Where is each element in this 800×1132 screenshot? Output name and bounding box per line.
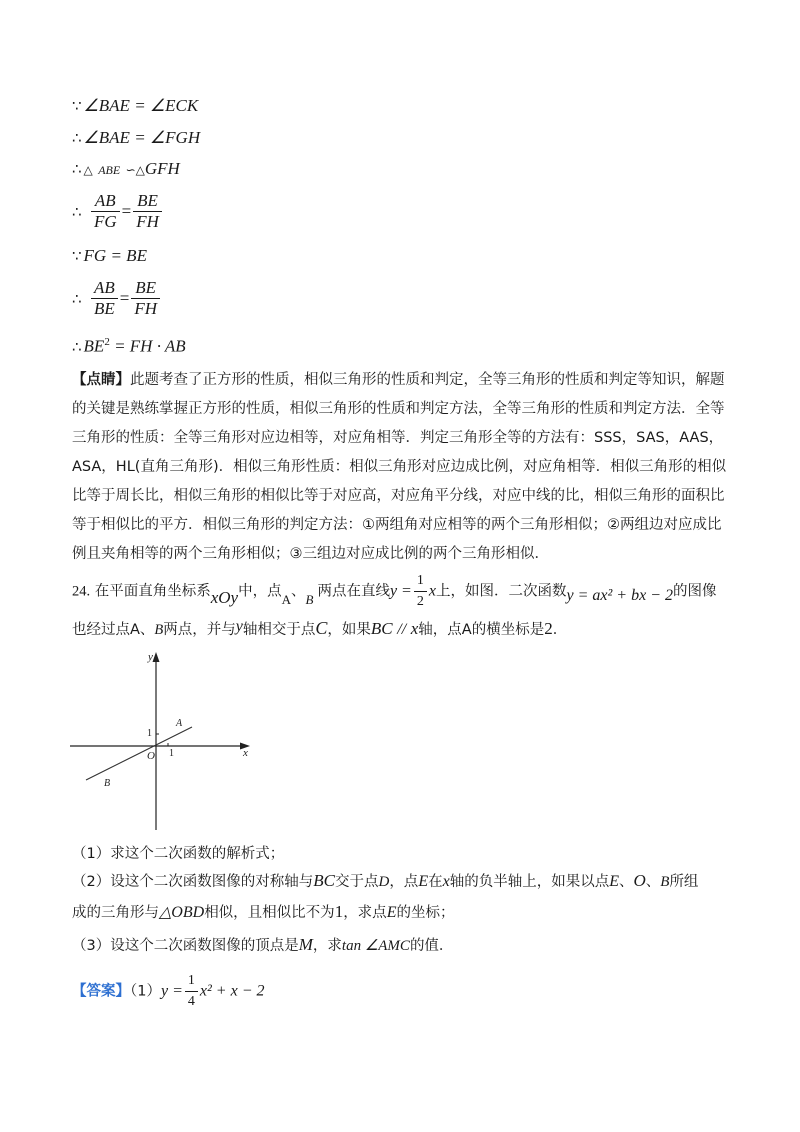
proof-line-2 [72, 128, 200, 148]
fraction-quarter: $\frac{1}{4}$ [185, 972, 198, 1011]
question-number: 24. [72, 583, 91, 600]
text: 的图像 [672, 583, 717, 600]
segment-bc: BC [370, 619, 393, 638]
proof-line-1 [72, 96, 198, 116]
y-one-label: 1 [147, 728, 152, 739]
therefore-symbol: ∴ [72, 289, 82, 308]
value: 1 [334, 902, 344, 921]
answer-tag: 【答案】 [72, 983, 130, 1000]
because-symbol: ∵ [72, 97, 82, 115]
segment-bc: BC [313, 871, 335, 890]
point-a: A [281, 591, 291, 607]
fraction: $\frac{AB}{FG}$ [91, 192, 120, 231]
sub-question-1 [72, 842, 284, 863]
answer-line [72, 972, 264, 1011]
point-b: B [154, 622, 164, 638]
value: 2 [544, 619, 553, 638]
point-a-label: A [176, 718, 183, 729]
y-axis-arrow [153, 652, 160, 662]
text: 轴，点A的横坐标是 [418, 622, 545, 638]
point-b-label: B [104, 778, 111, 789]
equals: = [119, 288, 130, 308]
coordinate-graph [68, 648, 268, 838]
text: ． [552, 622, 568, 638]
exponent: 2 [104, 336, 110, 348]
text: 轴相交于点 [242, 622, 316, 638]
variable: x [428, 582, 436, 600]
variable: x [442, 873, 450, 890]
variable: x [410, 619, 419, 638]
sub-number: （1） [72, 846, 111, 862]
sub-number: （1） [130, 983, 161, 1000]
point-m: M [298, 935, 313, 954]
text: 、 [618, 874, 634, 890]
text: 交于点 [334, 874, 379, 890]
point-b: B [660, 874, 670, 890]
text: 所组 [669, 874, 699, 890]
text: 两点在直线 [317, 583, 390, 600]
text: 两点，并与 [163, 622, 236, 638]
text: 的坐标； [396, 905, 455, 921]
text: 上，如图．二次函数 [435, 583, 567, 600]
text: 设这个二次函数图像的对称轴与 [110, 874, 314, 890]
y-axis-label: y [148, 651, 153, 663]
point-e: E [418, 873, 429, 890]
similar-symbol: ∽ [125, 163, 136, 177]
text: ，求点 [343, 905, 387, 921]
proof-line-5 [72, 246, 147, 266]
question-24-line-1 [72, 572, 716, 611]
sub-number: （3） [72, 938, 111, 954]
equation: y = [160, 982, 183, 1000]
sub-number: （2） [72, 874, 111, 890]
expression: BE [83, 336, 105, 356]
parallel-symbol: // [397, 621, 407, 638]
review-tag: 【点睛】 [72, 372, 130, 388]
text: 中，点 [238, 583, 282, 600]
triangle-symbol: △ [83, 163, 93, 177]
therefore-symbol: ∴ [72, 202, 82, 221]
review-paragraph [72, 366, 732, 569]
point-d: D [378, 874, 390, 890]
text: 设这个二次函数图像的顶点是 [110, 938, 299, 954]
tan-expression: tan ∠AMC [341, 938, 410, 954]
fraction: $\frac{BE}{FH}$ [133, 192, 162, 231]
coordinate-system: xOy [210, 587, 239, 607]
text: ，求 [312, 938, 342, 954]
text: 、 [291, 583, 306, 600]
point-e: E [386, 904, 397, 921]
sub-question-2-line-1 [72, 870, 698, 891]
review-text: 此题考查了正方形的性质，相似三角形的性质和判定，全等三角形的性质和判定等知识，解题的关键是熟练掌握正方形的性质，相似三角形的性质和判定方法，全等三角形的性质和判定方法．全等三角形的性质：全等三角形对应边相等，对应角相等．判定三角形全等的方法有：SSS，SAS，AAS，ASA，HL(直角三角形)．相似三角形性质：相似三角形对应边成比例，对应角相等．相似三角形的相似比等于周长比，相似三角形的相似比等于对应高，对应角平分线，对应中线的比，相似三角形的面积比等于相似比的平方．相似三角形的判定方法：①两组角对应相等的两个三角形相似；②两组边对应成比例且夹角相等的两个三角形相似；③三组边对应成比例的两个三角形相似． [72, 372, 727, 562]
triangle-name: ABE [98, 163, 121, 177]
text: 相似，且相似比不为 [204, 905, 335, 921]
therefore-symbol: ∴ [72, 129, 82, 147]
proof-line-4 [72, 192, 164, 231]
fraction-half: $\frac{1}{2}$ [414, 572, 427, 611]
expression: ∠BAE = ∠ECK [83, 96, 199, 115]
therefore-symbol: ∴ [72, 337, 82, 356]
text: 在平面直角坐标系 [94, 583, 211, 600]
fraction: $\frac{AB}{BE}$ [91, 279, 118, 318]
proof-line-7 [72, 336, 186, 357]
variable: y [235, 618, 243, 635]
expression: = FH · AB [109, 336, 186, 356]
equals: = [121, 201, 132, 221]
point-c: C [315, 618, 328, 638]
origin-label: O [147, 750, 155, 762]
point-b: B [305, 591, 314, 607]
text: 、 [645, 874, 661, 890]
proof-line-6 [72, 279, 162, 318]
point-e: E [609, 873, 619, 890]
text: ，点 [389, 874, 419, 890]
expression: ∠BAE = ∠FGH [83, 128, 201, 147]
point-o: O [633, 871, 646, 890]
text: ，如果 [327, 622, 371, 638]
expression: FG = BE [83, 246, 147, 265]
triangle-symbol: △ [135, 163, 145, 177]
sub-question-3 [72, 934, 453, 955]
x-axis-label: x [243, 747, 248, 759]
text: 轴的负半轴上，如果以点 [449, 874, 610, 890]
expression: x² + x − 2 [199, 982, 265, 1000]
quadratic-function: y = ax² + bx − 2 [566, 586, 673, 604]
text: 的值． [409, 938, 454, 954]
text: 也经过点A、 [72, 622, 155, 638]
fraction: $\frac{BE}{FH}$ [131, 279, 160, 318]
question-24-line-2 [72, 618, 567, 639]
because-symbol: ∵ [72, 247, 82, 265]
text: 求这个二次函数的解析式； [110, 846, 285, 862]
line-y-half-x [86, 727, 192, 780]
triangle-obd: △OBD [159, 904, 205, 921]
x-one-label: 1 [169, 748, 174, 759]
text: 在 [428, 874, 443, 890]
text: 成的三角形与 [72, 905, 159, 921]
therefore-symbol: ∴ [72, 160, 82, 178]
equation: y = [389, 582, 412, 600]
proof-line-3 [72, 159, 180, 179]
sub-question-2-line-2 [72, 901, 454, 922]
triangle-name: GFH [144, 159, 180, 178]
